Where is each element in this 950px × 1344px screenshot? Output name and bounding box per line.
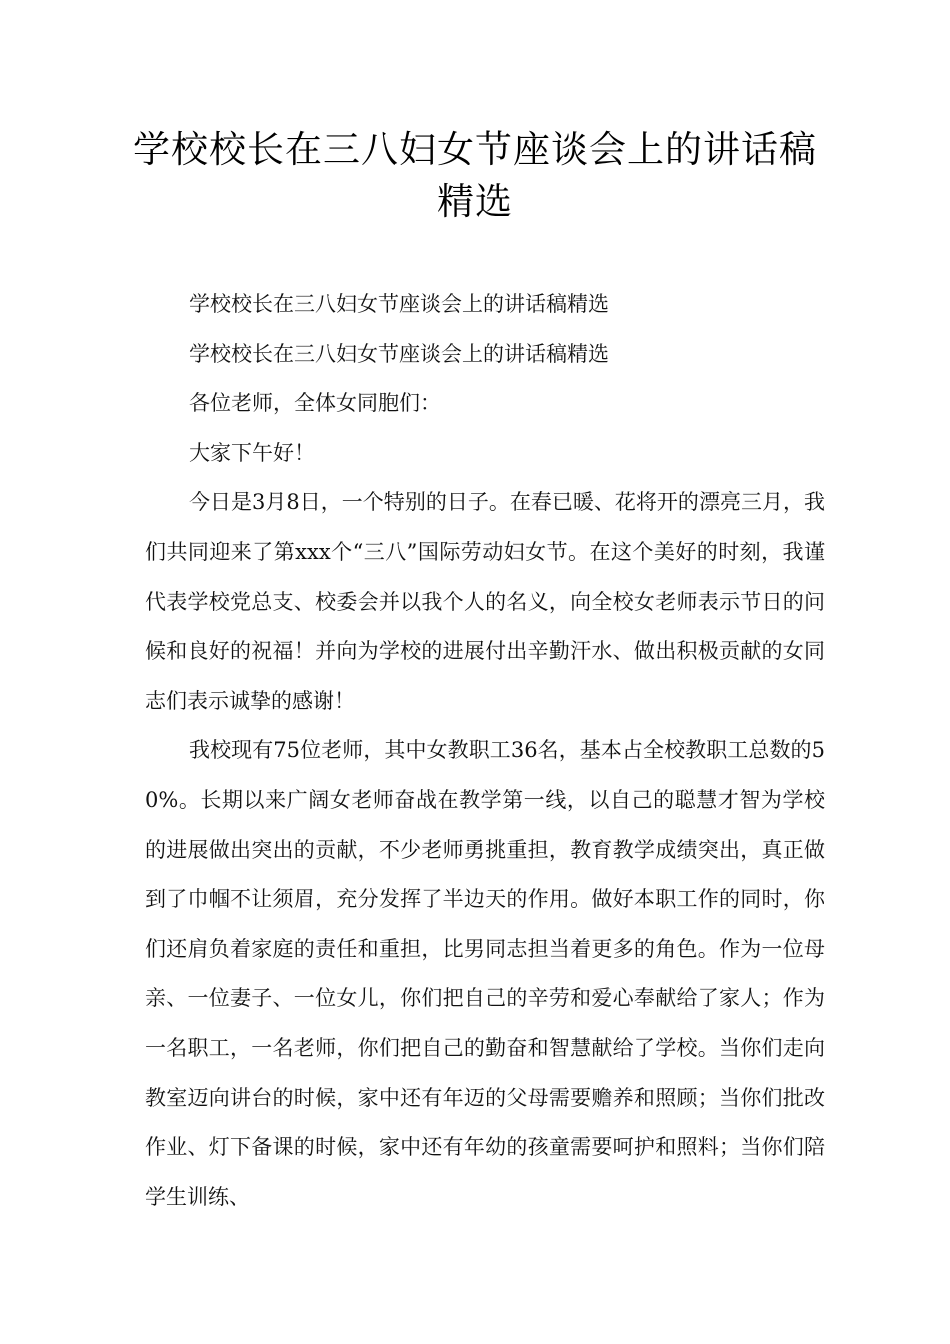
paragraph-staff: 我校现有75位老师，其中女教职工36名，基本占全校教职工总数的50%。长期以来广阔女老师奋战在教学第一线，以自己的聪慧才智为学校的进展做出突出的贡献，不少老师勇挑重担，教育教学成绩突出，真正做到了巾帼不让须眉，充分发挥了半边天的作用。做好本职工作的同时，你们还肩负着家庭的责任和重担，比男同志担当着更多的角色。作为一位母亲、一位妻子、一位女儿，你们把自己的辛劳和爱心奉献给了家人；作为一名职工，一名老师，你们把自己的勤奋和智慧献给了学校。当你们走向教室迈向讲台的时候，家中还有年迈的父母需要赡养和照顾；当你们批改作业、灯下备课的时候，家中还有年幼的孩童需要呵护和照料；当你们陪学生训练、 bbox=[145, 738, 825, 1209]
document-body bbox=[145, 280, 825, 1222]
paragraph-subtitle-1: 学校校长在三八妇女节座谈会上的讲话稿精选 bbox=[189, 292, 609, 316]
paragraph-salutation: 各位老师，全体女同胞们： bbox=[189, 391, 441, 416]
paragraph-intro: 今日是3月8日，一个特别的日子。在春已暖、花将开的漂亮三月，我们共同迎来了第xxx个“三八”国际劳动妇女节。在这个美好的时刻，我谨代表学校党总支、校委会并以我个人的名义，向全校女老师表示节日的问候和良好的祝福！并向为学校的进展付出辛勤汗水、做出积极贡献的女同志们表示诚挚的感谢！ bbox=[145, 490, 825, 713]
paragraph-greeting: 大家下午好！ bbox=[189, 440, 315, 465]
document-title: 学校校长在三八妇女节座谈会上的讲话稿精选 bbox=[133, 128, 817, 223]
paragraph-subtitle-2: 学校校长在三八妇女节座谈会上的讲话稿精选 bbox=[189, 341, 609, 366]
